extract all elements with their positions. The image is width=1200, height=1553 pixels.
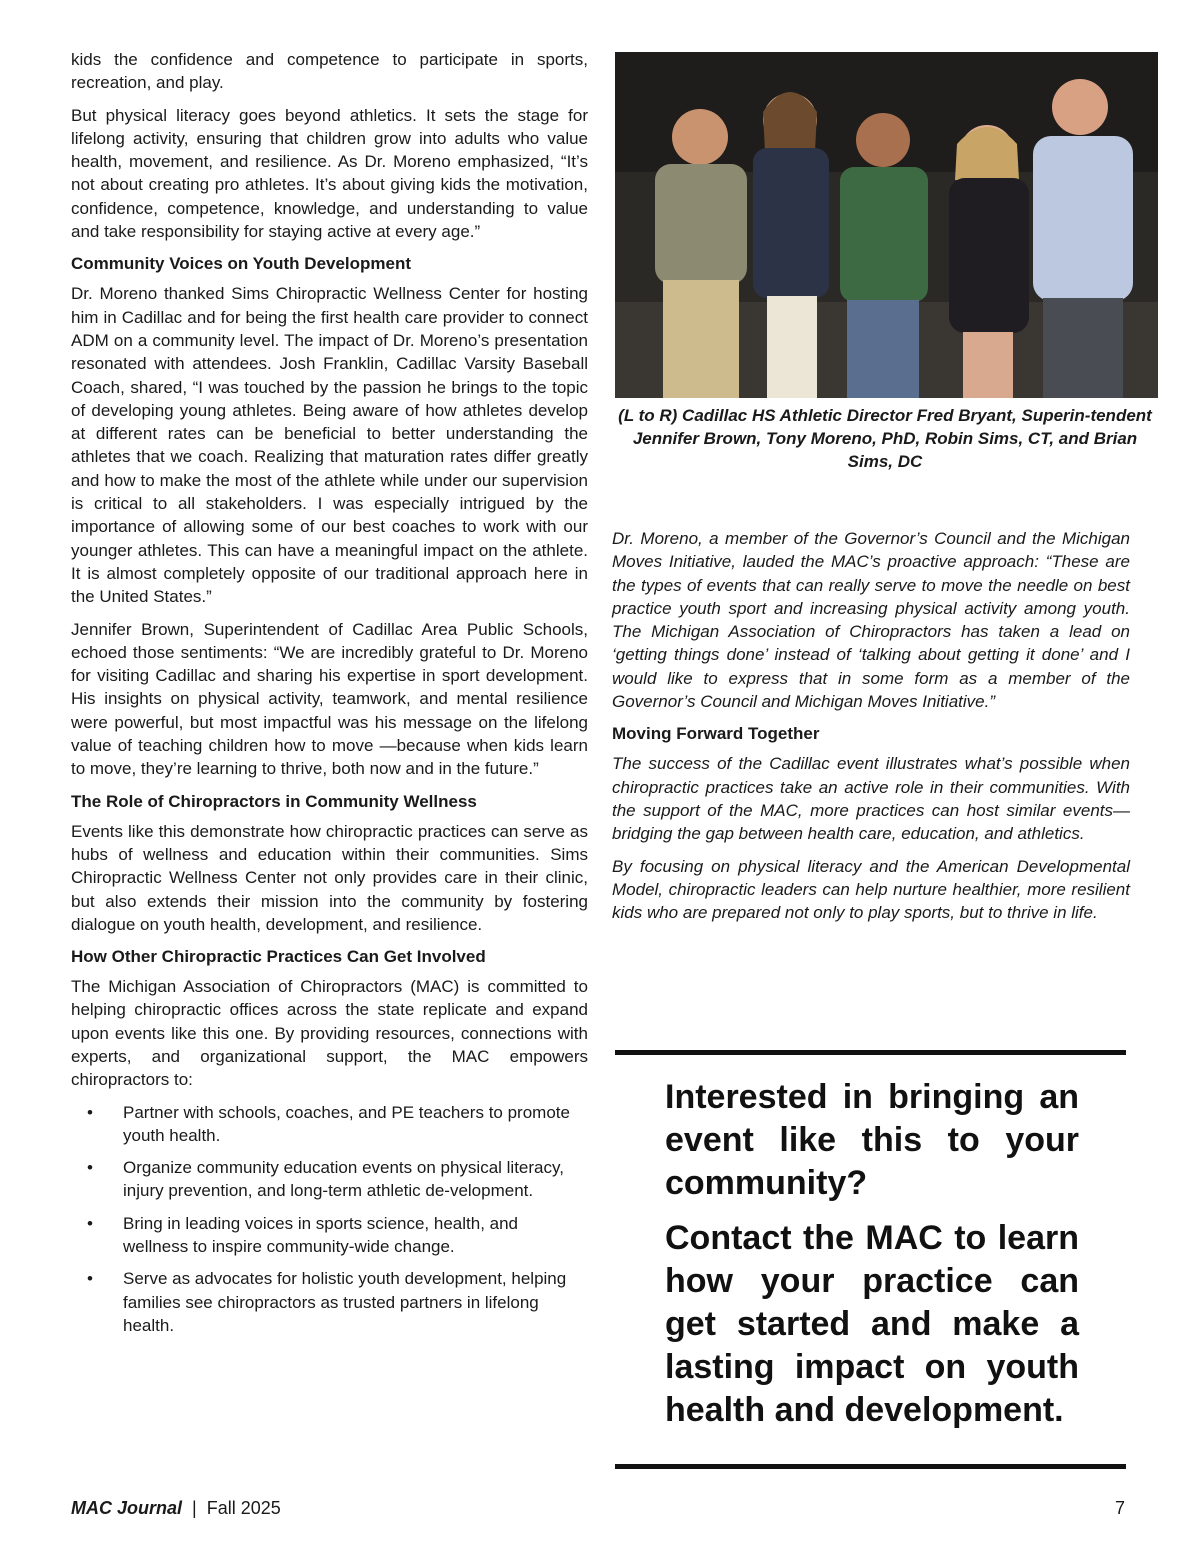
- paragraph-success: The success of the Cadillac event illustrates what’s possible when chiropractic practices take an active role in their communities. With the support of the MAC, more practices can host similar events—bridging the gap between health care, education, and athletics.: [612, 754, 1130, 844]
- paragraph-events-hubs: Events like this demonstrate how chiropractic practices can serve as hubs of wellness and education within their communities. Sims Chiropractic Wellness Center not only provides care in their clinic, but also extends their mission into the community by fostering dialogue on youth health, development, and resilience.: [71, 821, 588, 934]
- group-photo-illustration: [615, 52, 1158, 398]
- bullet-icon: •: [87, 1213, 93, 1233]
- footer: [71, 1498, 281, 1519]
- paragraph-physical-literacy: But physical literacy goes beyond athletics. It sets the stage for lifelong activity, ensuring that children grow into adults who value health, movement, and resilience. As Dr. Moreno emphasized, “It’s not about creating pro athletes. It’s about giving kids the motivation, confidence, competence, knowledge, and understanding to value and take responsibility for staying active at every age.”: [71, 105, 588, 242]
- paragraph-mac-committed: The Michigan Association of Chiropractors (MAC) is committed to helping chiropractic offices across the state replicate and expand upon events like this one. By providing resources, connections with experts, and organizational support, the MAC empowers chiropractors to:: [71, 977, 588, 1090]
- heading-role-of-chiropractors: The Role of Chiropractors in Community Wellness: [71, 791, 477, 811]
- heading-get-involved: How Other Chiropractic Practices Can Get Involved: [71, 947, 486, 967]
- heading-community-voices: Community Voices on Youth Development: [71, 254, 412, 274]
- bullet-icon: •: [87, 1158, 93, 1178]
- list-item: • Serve as advocates for holistic youth development, helping families see chiropractors as trusted partners in lifelong health.: [87, 1269, 567, 1335]
- page-number: 7: [1115, 1498, 1126, 1518]
- bullet-list: [71, 1101, 588, 1338]
- list-item: • Partner with schools, coaches, and PE teachers to promote youth health.: [87, 1102, 570, 1145]
- callout-contact: Contact the MAC to learn how your practice can get started and make a lasting impact on youth health and development.: [665, 1219, 1079, 1429]
- issue-label: Fall 2025: [206, 1498, 281, 1518]
- paragraph-franklin-quote: Dr. Moreno thanked Sims Chiropractic Wellness Center for hosting him in Cadillac and for being the first health care provider to connect ADM on a community level. The impact of Dr. Moreno’s presentation resonated with attendees. Josh Franklin, Cadillac Varsity Baseball Coach, shared, “I was touched by the passion he brings to the topic of developing young athletes. Being aware of how athletes develop at different rates can be beneficial to better understanding the athletes that we coach. Realizing that maturation rates differ greatly and how to make the most of the athlete while under our supervision is critical to all stakeholders. I was especially intrigued by the importance of allowing some of our best coaches to work with our younger athletes. This can have a meaningful impact on the athlete. It is almost completely opposite of our traditional approach here in the United States.”: [71, 284, 588, 607]
- heading-moving-forward: Moving Forward Together: [612, 724, 820, 744]
- callout-bottom-rule: [615, 1464, 1126, 1469]
- callout-question: Interested in bringing an event like this to your community?: [665, 1078, 1079, 1202]
- left-column: [71, 48, 588, 1346]
- paragraph-brown-quote: Jennifer Brown, Superintendent of Cadillac Area Public Schools, echoed those sentiments: “We are incredibly grateful to Dr. Moreno for visiting Cadillac and sharing his expertise in sport development. His insights on physical activity, teamwork, and mental resilience were powerful, but most impactful was his message on the lifelong value of teaching children how to move —because when kids learn to move, they’re learning to thrive, both now and in the future.”: [71, 619, 588, 779]
- right-column: [612, 527, 1130, 933]
- bullet-icon: •: [87, 1102, 93, 1122]
- paragraph-focusing: By focusing on physical literacy and the American Developmental Model, chiropractic leaders can help nurture healthier, more resilient kids who are prepared not only to play sports, but to thrive in life.: [612, 856, 1130, 923]
- callout-top-rule: [615, 1050, 1126, 1055]
- list-item: • Organize community education events on physical literacy, injury prevention, and long-term athletic de-velopment.: [87, 1158, 564, 1201]
- callout-box: [665, 1076, 1079, 1444]
- paragraph-moreno-quote: Dr. Moreno, a member of the Governor’s Council and the Michigan Moves Initiative, lauded the MAC’s proactive approach: “These are the types of events that can really serve to move the needle on best practice youth sport and increasing physical activity among youth. The Michigan Association of Chiropractors has taken a lead on ‘getting things done’ instead of ‘talking about getting it done’ and I would like to express that in some form as a member of the Governor’s Council and Michigan Moves Initiative.”: [612, 529, 1130, 712]
- group-photo: [615, 52, 1158, 398]
- list-item: • Bring in leading voices in sports science, health, and wellness to inspire community-wide change.: [87, 1213, 519, 1257]
- photo-caption: (L to R) Cadillac HS Athletic Director Fred Bryant, Superin-tendent Jennifer Brown, Tony Moreno, PhD, Robin Sims, CT, and Brian Sims, DC: [618, 406, 1152, 471]
- journal-name: MAC Journal: [71, 1498, 183, 1518]
- bullet-icon: •: [87, 1269, 93, 1289]
- paragraph-intro-continued: kids the confidence and competence to participate in sports, recreation, and play.: [71, 50, 588, 93]
- footer-separator: |: [192, 1498, 197, 1518]
